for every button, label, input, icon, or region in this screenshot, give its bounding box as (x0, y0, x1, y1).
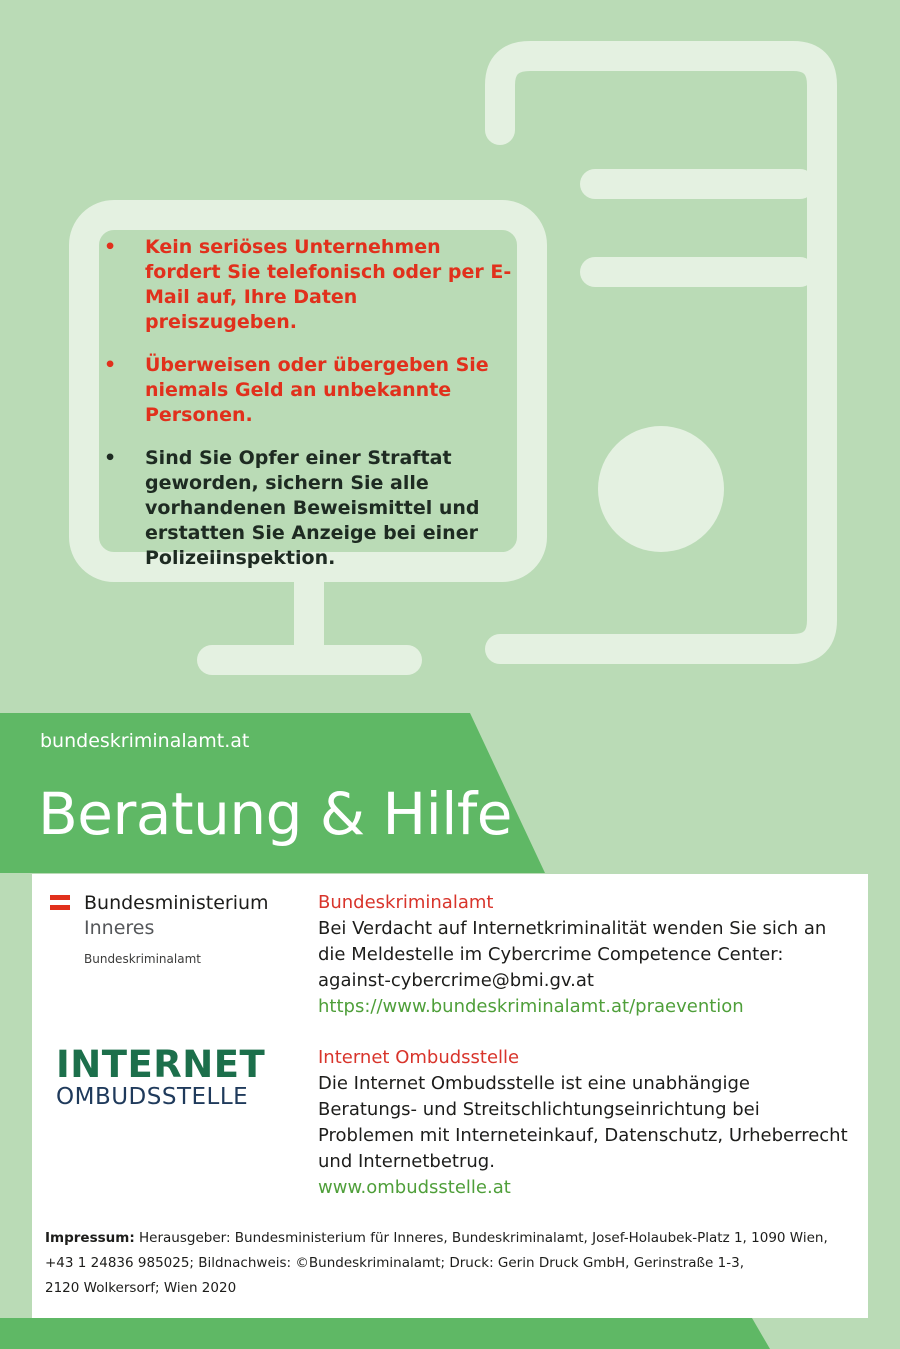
tower-button-icon (598, 426, 724, 552)
contact-org-name: Internet Ombudsstelle (318, 1047, 520, 1068)
contact-card (32, 874, 868, 1318)
bullet-icon: • (104, 354, 117, 376)
impressum-line: +43 1 24836 985025; Bildnachweis: ©Bundeskriminalamt; Druck: Gerin Druck GmbH, Gerinstraße 1-3, (45, 1255, 744, 1271)
contact-text-line: die Meldestelle im Cybercrime Competence Center: (318, 944, 784, 965)
tip-text: Kein seriöses Unternehmen fordert Sie telefonisch oder per E-Mail auf, Ihre Daten preiszugeben. (145, 236, 512, 333)
ombuds-logo-line1: INTERNET (56, 1043, 266, 1086)
tip-item (104, 446, 514, 571)
impressum (45, 1226, 860, 1301)
ombuds-logo-line2: OMBUDSSTELLE (56, 1084, 249, 1110)
bmi-logo-unit: Bundeskriminalamt (84, 952, 201, 966)
bmi-logo (50, 892, 310, 992)
contact-ombudsstelle (318, 1045, 866, 1201)
impressum-label: Impressum: (45, 1230, 135, 1246)
contact-text-line: Bei Verdacht auf Internetkriminalität wenden Sie sich an (318, 918, 827, 939)
contact-text-line: und Internetbetrug. (318, 1151, 495, 1172)
page-title: Beratung & Hilfe (38, 780, 512, 848)
tip-item (104, 353, 514, 428)
green-band-bottom (0, 1318, 770, 1349)
austria-flag-icon (50, 895, 70, 910)
website-link[interactable]: bundeskriminalamt.at (40, 730, 250, 752)
contact-url-link[interactable]: www.ombudsstelle.at (318, 1177, 511, 1198)
contact-text-line: Beratungs- und Streitschlichtungseinrichtung bei (318, 1099, 760, 1120)
contact-org-name: Bundeskriminalamt (318, 892, 494, 913)
tip-text: Sind Sie Opfer einer Straftat geworden, sichern Sie alle vorhandenen Beweismittel und erstatten Sie Anzeige bei einer Polizeiinspektion. (145, 447, 480, 569)
contact-email[interactable]: against-cybercrime@bmi.gv.at (318, 970, 594, 991)
contact-text-line: Problemen mit Interneteinkauf, Datenschutz, Urheberrecht (318, 1125, 848, 1146)
tip-text: Überweisen oder übergeben Sie niemals Geld an unbekannte Personen. (145, 354, 489, 426)
contact-url-link[interactable]: https://www.bundeskriminalamt.at/praevention (318, 996, 744, 1017)
impressum-line: Herausgeber: Bundesministerium für Inneres, Bundeskriminalamt, Josef-Holaubek-Platz 1, 1090 Wien, (134, 1230, 828, 1246)
computer-tower-icon (500, 56, 822, 649)
bmi-logo-name: Bundesministerium (84, 892, 269, 914)
bmi-logo-sub: Inneres (84, 917, 155, 939)
internet-ombudsstelle-logo (56, 1043, 276, 1116)
bullet-icon: • (104, 236, 117, 258)
impressum-line: 2120 Wolkersorf; Wien 2020 (45, 1280, 237, 1296)
safety-tips-list (104, 235, 514, 589)
bullet-icon: • (104, 447, 117, 469)
contact-bundeskriminalamt (318, 890, 866, 1020)
tip-item (104, 235, 514, 335)
contact-text-line: Die Internet Ombudsstelle ist eine unabhängige (318, 1073, 750, 1094)
